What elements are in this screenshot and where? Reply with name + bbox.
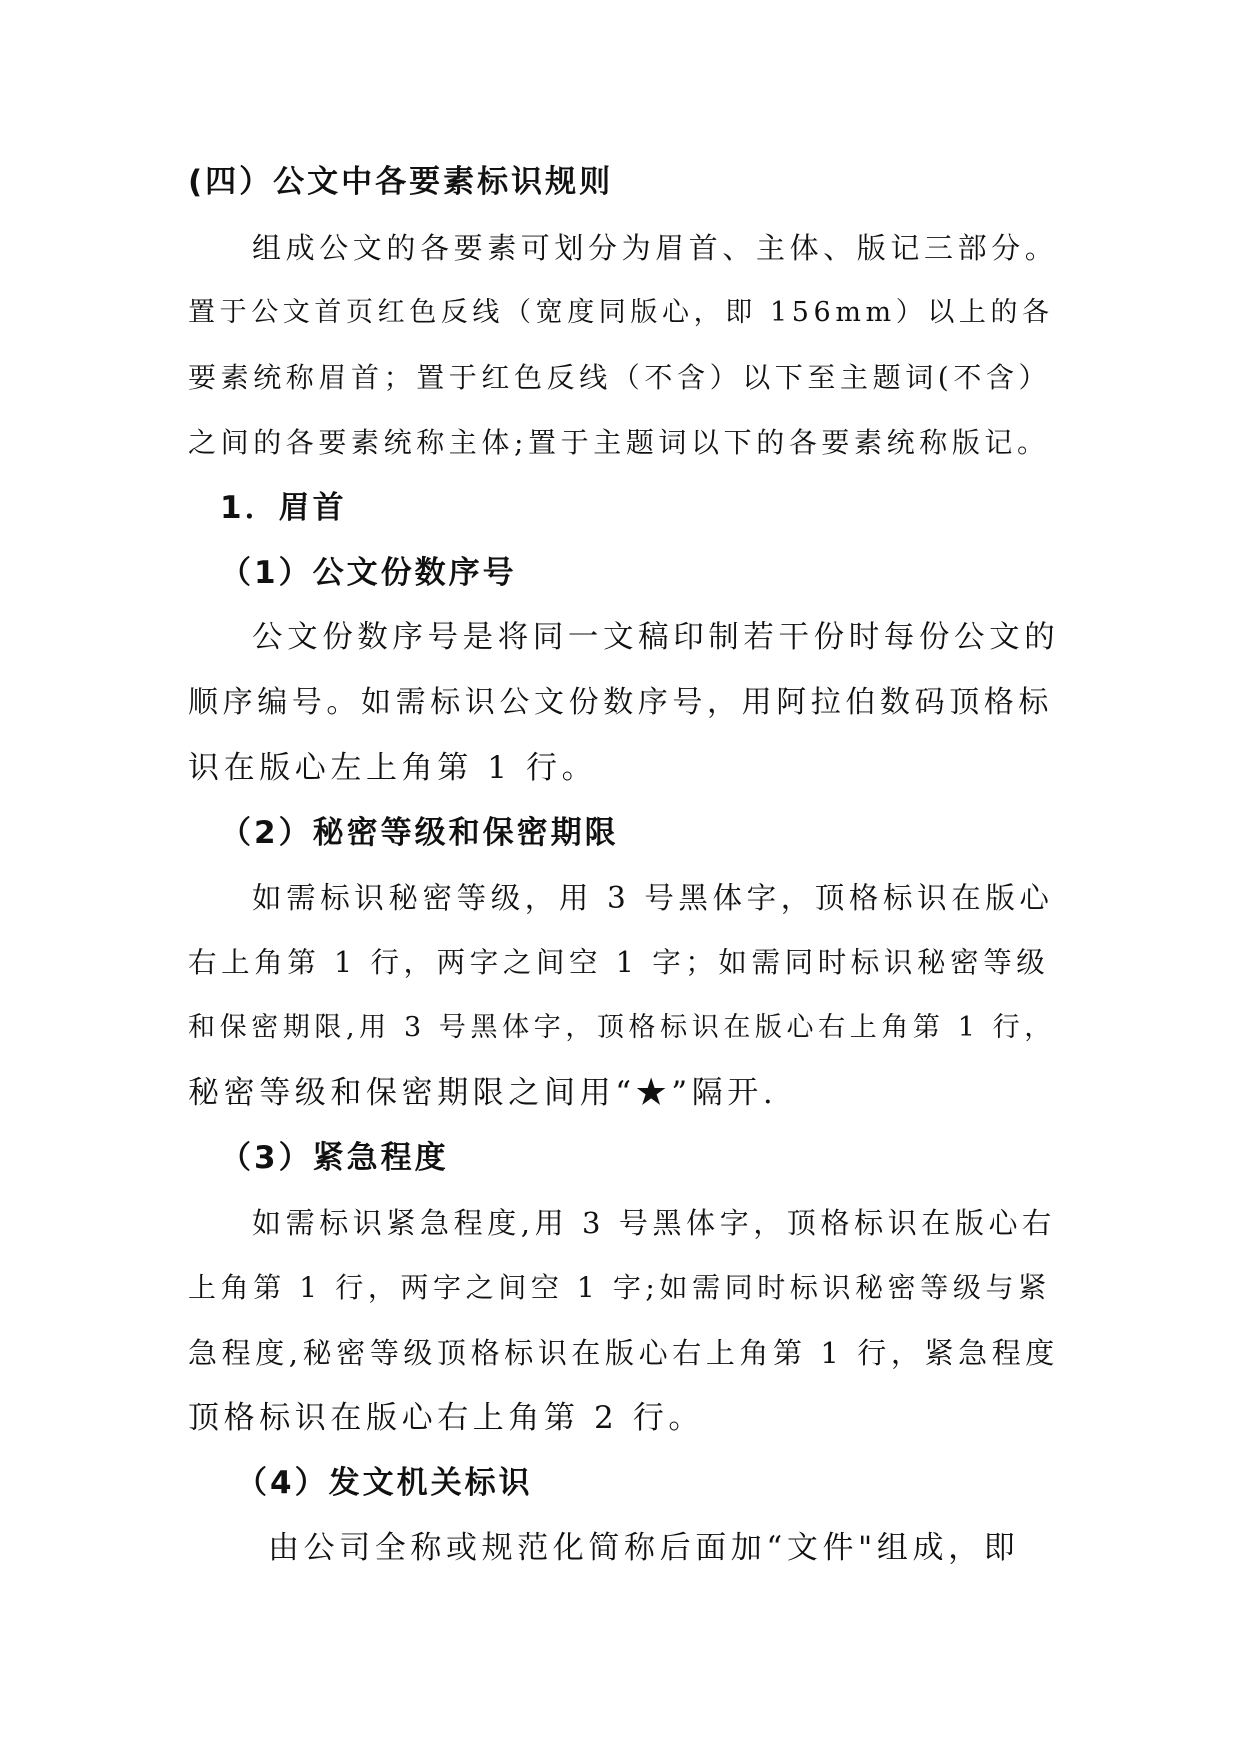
paragraph-line: 如需标识紧急程度,用 3 号黑体字，顶格标识在版心右 [252, 1206, 1056, 1240]
subsection-heading: 1．眉首 [220, 490, 347, 526]
paragraph-line: 急程度,秘密等级顶格标识在版心右上角第 1 行，紧急程度 [188, 1336, 1059, 1370]
paragraph-line: 公文份数序号是将同一文稿印制若干份时每份公文的 [252, 620, 1060, 655]
paragraph-line: 由公司全称或规范化简称后面加“文件"组成，即 [268, 1530, 1020, 1566]
item-heading: （3）紧急程度 [220, 1140, 449, 1176]
paragraph-line: 秘密等级和保密期限之间用“★”隔开. [188, 1075, 778, 1111]
paragraph-line: 组成公文的各要素可划分为眉首、主体、版记三部分。 [252, 231, 1059, 265]
paragraph-line: 顺序编号。如需标识公文份数序号，用阿拉伯数码顶格标 [188, 685, 1053, 720]
paragraph-line: 要素统称眉首；置于红色反线（不含）以下至主题词(不含） [188, 361, 1052, 394]
paragraph-line: 如需标识秘密等级，用 3 号黑体字，顶格标识在版心 [252, 881, 1054, 915]
paragraph-line: 上角第 1 行，两字之间空 1 字;如需同时标识秘密等级与紧 [188, 1271, 1051, 1304]
paragraph-line: 顶格标识在版心右上角第 2 行。 [188, 1400, 705, 1436]
paragraph-line: 右上角第 1 行，两字之间空 1 字；如需同时标识秘密等级 [188, 946, 1050, 979]
paragraph-line: 之间的各要素统称主体;置于主题词以下的各要素统称版记。 [188, 426, 1050, 459]
item-heading: （1）公文份数序号 [220, 555, 517, 591]
item-heading: （4）发文机关标识 [236, 1465, 533, 1501]
paragraph-line: 置于公文首页红色反线（宽度同版心，即 156mm）以上的各 [188, 297, 1054, 328]
paragraph-line: 识在版心左上角第 1 行。 [188, 750, 598, 786]
section-heading: (四）公文中各要素标识规则 [188, 164, 614, 200]
paragraph-line: 和保密期限,用 3 号黑体字，顶格标识在版心右上角第 1 行， [188, 1012, 1056, 1043]
item-heading: （2）秘密等级和保密期限 [220, 815, 619, 851]
